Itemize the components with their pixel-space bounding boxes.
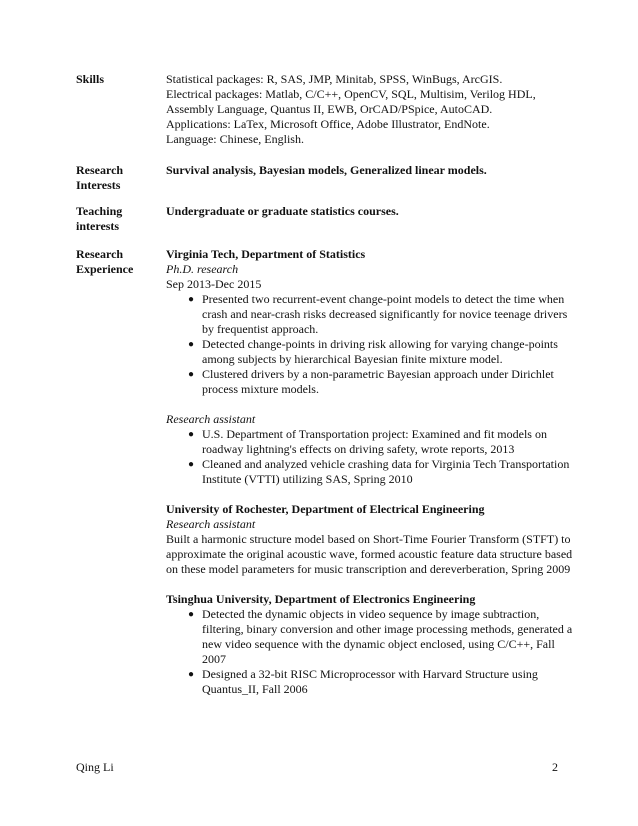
- label-line: Experience: [76, 262, 134, 276]
- skills-line: Electrical packages: Matlab, C/C++, OpenCV, SQL, Multisim, Verilog HDL,: [166, 87, 536, 101]
- bullet-line: Designed a 32-bit RISC Microprocessor with Harvard Structure using: [202, 667, 538, 681]
- bullet-line: Quantus_II, Fall 2006: [202, 682, 308, 696]
- rochester-line: Built a harmonic structure model based on Short-Time Fourier Transform (STFT) to: [166, 532, 571, 546]
- bullet-line: filtering, binary conversion and other image processing methods, generated a: [202, 622, 573, 636]
- vt-role-phd: Ph.D. research: [166, 262, 239, 276]
- tsinghua-bullets: [166, 607, 598, 697]
- bullet-icon: ●: [188, 369, 195, 380]
- bullet-line: Detected the dynamic objects in video sequence by image subtraction,: [202, 607, 540, 621]
- rochester-role: Research assistant: [166, 517, 256, 531]
- list-item: [166, 457, 598, 487]
- bullet-line: among subjects by hierarchical Bayesian finite mixture model.: [202, 352, 503, 366]
- bullet-icon: ●: [188, 339, 195, 350]
- list-item: [166, 337, 598, 367]
- vt-assistant-bullets: [166, 427, 598, 487]
- skills-line: Language: Chinese, English.: [166, 132, 304, 146]
- bullet-line: Presented two recurrent-event change-point models to detect the time when: [202, 292, 565, 306]
- tsinghua-org: Tsinghua University, Department of Electronics Engineering: [166, 592, 476, 606]
- bullet-icon: ●: [188, 294, 195, 305]
- skills-label: Skills: [76, 72, 105, 86]
- vt-role-assistant: Research assistant: [166, 412, 256, 426]
- research-interests-label: [76, 163, 156, 193]
- vt-phd-bullets: [166, 292, 598, 397]
- bullet-icon: ●: [188, 459, 195, 470]
- list-item: [166, 367, 598, 397]
- bullet-line: roadway lightning's effects on driving safety, wrote reports, 2013: [202, 442, 515, 456]
- bullet-line: crash and near-crash risks decreased significantly for novice teenage drivers: [202, 307, 568, 321]
- footer-name: Qing Li: [76, 760, 114, 774]
- bullet-icon: ●: [188, 609, 195, 620]
- bullet-line: process mixture models.: [202, 382, 319, 396]
- vt-org: Virginia Tech, Department of Statistics: [166, 247, 366, 261]
- research-interests-text: Survival analysis, Bayesian models, Generalized linear models.: [166, 163, 487, 177]
- vt-dates: Sep 2013-Dec 2015: [166, 277, 262, 291]
- list-item: [166, 292, 598, 337]
- bullet-line: 2007: [202, 652, 226, 666]
- research-experience-content: [166, 247, 598, 697]
- rochester-line: approximate the original acoustic wave, formed acoustic feature data structure based: [166, 547, 573, 561]
- skills-line: Applications: LaTex, Microsoft Office, Adobe Illustrator, EndNote.: [166, 117, 490, 131]
- teaching-interests-text: Undergraduate or graduate statistics courses.: [166, 204, 399, 218]
- teaching-interests-label: [76, 204, 156, 234]
- label-line: Research: [76, 163, 124, 177]
- list-item: [166, 667, 598, 697]
- label-line: Interests: [76, 178, 121, 192]
- bullet-line: Cleaned and analyzed vehicle crashing data for Virginia Tech Transportation: [202, 457, 570, 471]
- rochester-line: on these model parameters for music transcription and dereverberation, Spring 2009: [166, 562, 571, 576]
- skills-line: Statistical packages: R, SAS, JMP, Minitab, SPSS, WinBugs, ArcGIS.: [166, 72, 503, 86]
- bullet-line: by frequentist approach.: [202, 322, 319, 336]
- bullet-line: Detected change-points in driving risk allowing for varying change-points: [202, 337, 558, 351]
- bullet-icon: ●: [188, 669, 195, 680]
- bullet-line: new video sequence with the dynamic object enclosed, using C/C++, Fall: [202, 637, 555, 651]
- label-line: Research: [76, 247, 124, 261]
- bullet-line: U.S. Department of Transportation project: Examined and fit models on: [202, 427, 547, 441]
- bullet-line: Institute (VTTI) utilizing SAS, Spring 2010: [202, 472, 413, 486]
- skills-line: Assembly Language, Quantus II, EWB, OrCAD/PSpice, AutoCAD.: [166, 102, 493, 116]
- label-line: interests: [76, 219, 120, 233]
- page-number: 2: [552, 760, 558, 774]
- label-line: Teaching: [76, 204, 123, 218]
- rochester-org: University of Rochester, Department of Electrical Engineering: [166, 502, 485, 516]
- bullet-icon: ●: [188, 429, 195, 440]
- list-item: [166, 427, 598, 457]
- bullet-line: Clustered drivers by a non-parametric Bayesian approach under Dirichlet: [202, 367, 554, 381]
- list-item: [166, 607, 598, 667]
- skills-content: [166, 72, 598, 147]
- research-experience-label: [76, 247, 156, 277]
